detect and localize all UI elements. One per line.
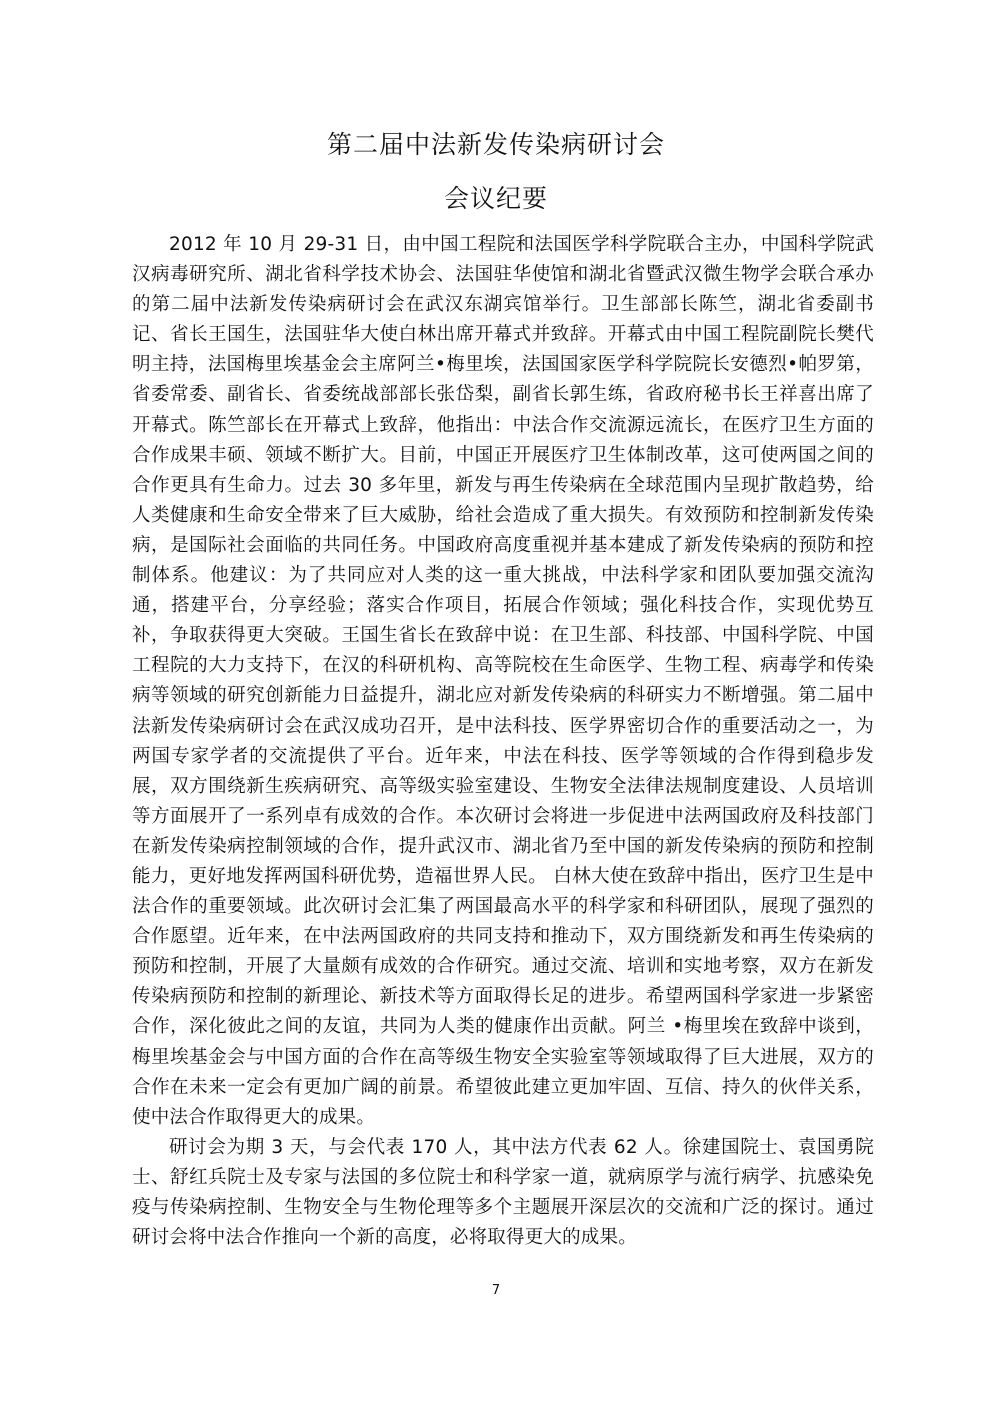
document-title: 第二届中法新发传染病研讨会: [326, 130, 665, 159]
page-number: 7: [491, 1283, 501, 1298]
document-body: [132, 230, 874, 1253]
paragraph-1: 2012 年 10 月 29-31 日，由中国工程院和法国医学科学院联合主办，中国科学院武汉病毒研究所、湖北省科学技术协会、法国驻华使馆和湖北省暨武汉微生物学会联合承办的第二届中法新发传染病研讨会在武汉东湖宾馆举行。卫生部部长陈竺，湖北省委副书记、省长王国生，法国驻华大使白林出席开幕式并致辞。开幕式由中国工程院副院长樊代明主持，法国梅里埃基金会主席阿兰•梅里埃，法国国家医学科学院院长安德烈•帕罗第，省委常委、副省长、省委统战部部长张岱梨，副省长郭生练，省政府秘书长王祥喜出席了开幕式。陈竺部长在开幕式上致辞，他指出：中法合作交流源远流长，在医疗卫生方面的合作成果丰硕、领域不断扩大。目前，中国正开展医疗卫生体制改革，这可使两国之间的合作更具有生命力。过去 30 多年里，新发与再生传染病在全球范围内呈现扩散趋势，给人类健康和生命安全带来了巨大威胁，给社会造成了重大损失。有效预防和控制新发传染病，是国际社会面临的共同任务。中国政府高度重视并基本建成了新发传染病的预防和控制体系。他建议：为了共同应对人类的这一重大挑战，中法科学家和团队要加强交流沟通，搭建平台，分享经验；落实合作项目，拓展合作领域；强化科技合作，实现优势互补，争取获得更大突破。王国生省长在致辞中说：在卫生部、科技部、中国科学院、中国工程院的大力支持下，在汉的科研机构、高等院校在生命医学、生物工程、病毒学和传染病等领域的研究创新能力日益提升，湖北应对新发传染病的科研实力不断增强。第二届中法新发传染病研讨会在武汉成功召开，是中法科技、医学界密切合作的重要活动之一，为两国专家学者的交流提供了平台。近年来，中法在科技、医学等领域的合作得到稳步发展，双方围绕新生疾病研究、高等级实验室建设、生物安全法律法规制度建设、人员培训等方面展开了一系列卓有成效的合作。本次研讨会将进一步促进中法两国政府及科技部门在新发传染病控制领域的合作，提升武汉市、湖北省乃至中国的新发传染病的预防和控制能力，更好地发挥两国科研优势，造福世界人民。 白林大使在致辞中指出，医疗卫生是中法合作的重要领域。此次研讨会汇集了两国最高水平的科学家和科研团队，展现了强烈的合作愿望。近年来，在中法两国政府的共同支持和推动下，双方围绕新发和再生传染病的预防和控制，开展了大量颇有成效的合作研究。通过交流、培训和实地考察，双方在新发传染病预防和控制的新理论、新技术等方面取得长足的进步。希望两国科学家进一步紧密合作，深化彼此之间的友谊，共同为人类的健康作出贡献。阿兰 •梅里埃在致辞中谈到，梅里埃基金会与中国方面的合作在高等级生物安全实验室等领域取得了巨大进展，双方的合作在未来一定会有更加广阔的前景。希望彼此建立更加牢固、互信、持久的伙伴关系，使中法合作取得更大的成果。: [132, 234, 874, 1128]
paragraph-2: 研讨会为期 3 天，与会代表 170 人，其中法方代表 62 人。徐建国院士、袁国勇院士、舒红兵院士及专家与法国的多位院士和科学家一道，就病原学与流行病学、抗感染免疫与传染病控制、生物安全与生物伦理等多个主题展开深层次的交流和广泛的探讨。通过研讨会将中法合作推向一个新的高度，必将取得更大的成果。: [132, 1136, 874, 1249]
document-subtitle: 会议纪要: [443, 184, 548, 213]
